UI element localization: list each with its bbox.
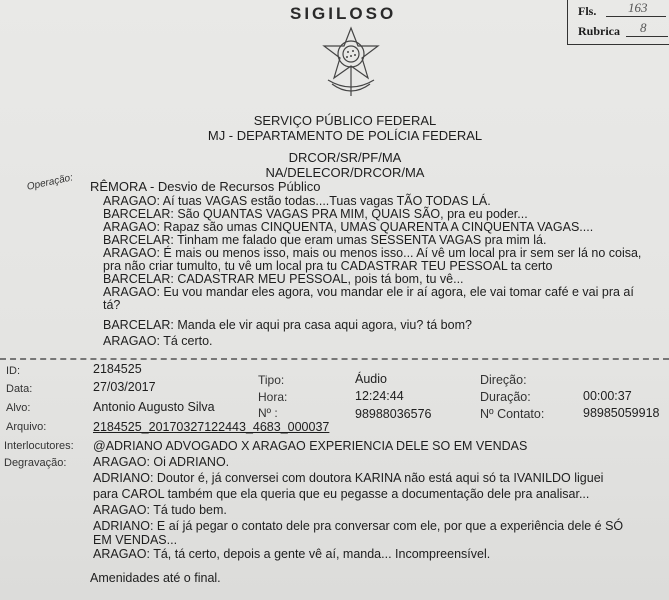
arquivo-label: Arquivo: bbox=[6, 421, 47, 433]
transcript1-line: ARAGAO: Aí tuas VAGAS estão todas....Tuas vagas TÃO TODAS LÁ. bbox=[103, 194, 491, 208]
direcao-label: Direção: bbox=[480, 373, 527, 387]
header-line-1: SERVIÇO PÚBLICO FEDERAL bbox=[253, 113, 437, 128]
duracao-value: 00:00:37 bbox=[583, 389, 632, 403]
id-value: 2184525 bbox=[93, 362, 142, 376]
transcript1-line: ARAGAO: Tá certo. bbox=[103, 334, 213, 348]
hora-label: Hora: bbox=[258, 390, 288, 404]
rubrica-label: Rubrica bbox=[578, 24, 620, 38]
tipo-label: Tipo: bbox=[258, 373, 285, 387]
transcript1-line: ARAGAO: É mais ou menos isso, mais ou menos isso... Aí vê um local pra ir sem ser lá no coisa, bbox=[103, 246, 642, 260]
transcript2-line: ARAGAO: Oi ADRIANO. bbox=[93, 455, 230, 469]
interlocutores-label: Interlocutores: bbox=[4, 440, 74, 452]
numero-value: 98988036576 bbox=[355, 407, 432, 421]
fls-label: Fls. bbox=[578, 4, 597, 18]
numero-label: Nº : bbox=[258, 406, 278, 420]
transcript2-line: ADRIANO: E aí já pegar o contato dele pra conversar com ele, por que a experiência dele é SÓ bbox=[93, 519, 624, 533]
alvo-value: Antonio Augusto Silva bbox=[93, 400, 215, 414]
rubrica-value: 8 bbox=[640, 20, 647, 35]
contato-label: Nº Contato: bbox=[480, 407, 545, 421]
arquivo-value: 2184525_20170327122443_4683_000037 bbox=[93, 420, 330, 434]
tipo-value: Áudio bbox=[355, 372, 387, 386]
alvo-label: Alvo: bbox=[6, 402, 31, 414]
transcript1-line: pra não criar tumulto, tu vê um local pra tu CADASTRAR TEU PESSOAL ta certo bbox=[103, 259, 553, 273]
transcript2-line: EM VENDAS... bbox=[93, 533, 178, 547]
data-label: Data: bbox=[6, 383, 33, 395]
transcript2-line: ADRIANO: Doutor é, já conversei com doutora KARINA não está aqui só ta IVANILDO liguei bbox=[93, 471, 604, 485]
transcript1-line: BARCELAR: CADASTRAR MEU PESSOAL, pois tá bom, tu vê... bbox=[103, 272, 464, 286]
transcript1-line: tá? bbox=[103, 298, 121, 312]
footer-note: Amenidades até o final. bbox=[90, 571, 221, 585]
hora-value: 12:24:44 bbox=[355, 389, 404, 403]
header-line-3: DRCOR/SR/PF/MA bbox=[288, 150, 402, 165]
transcript2-line: ARAGAO: Tá, tá certo, depois a gente vê aí, manda... Incompreensível. bbox=[93, 547, 491, 561]
folio-stamp bbox=[567, 0, 669, 45]
transcript1-line: BARCELAR: Manda ele vir aqui pra casa aqui agora, viu? tá bom? bbox=[103, 318, 472, 332]
id-label: ID: bbox=[6, 365, 21, 377]
data-value: 27/03/2017 bbox=[93, 380, 156, 394]
operation-value: RÊMORA - Desvio de Recursos Público bbox=[90, 179, 321, 194]
header-line-2: MJ - DEPARTAMENTO DE POLÍCIA FEDERAL bbox=[207, 128, 483, 143]
transcript1-line: ARAGAO: Eu vou mandar eles agora, vou mandar ele ir aí agora, ele vai tomar café e vai pra aí bbox=[103, 285, 634, 299]
transcript2-line: para CAROL também que ela queria que eu pegasse a documentação dele pra analisar... bbox=[93, 487, 590, 501]
coat-of-arms-icon bbox=[318, 24, 384, 104]
operation-label: Operação: bbox=[26, 172, 74, 193]
header-line-4: NA/DELECOR/DRCOR/MA bbox=[265, 165, 425, 180]
transcript1-line: BARCELAR: São QUANTAS VAGAS PRA MIM, QUAIS SÃO, pra eu poder... bbox=[103, 207, 528, 221]
transcript1-line: BARCELAR: Tinham me falado que eram umas SESSENTA VAGAS pra mim lá. bbox=[103, 233, 547, 247]
classification-title: SIGILOSO bbox=[290, 4, 397, 23]
fls-value: 163 bbox=[628, 0, 648, 15]
contato-value: 98985059918 bbox=[583, 406, 660, 420]
transcript2-line: ARAGAO: Tá tudo bem. bbox=[93, 503, 227, 517]
interlocutores-value: @ADRIANO ADVOGADO X ARAGAO EXPERIENCIA DELE SO EM VENDAS bbox=[93, 439, 528, 453]
transcript1-line: ARAGAO: Rapaz são umas CINQUENTA, UMAS QUARENTA A CINQUENTA VAGAS.... bbox=[103, 220, 594, 234]
duracao-label: Duração: bbox=[480, 390, 531, 404]
section-divider bbox=[0, 358, 669, 360]
degravacao-label: Degravação: bbox=[4, 457, 67, 469]
